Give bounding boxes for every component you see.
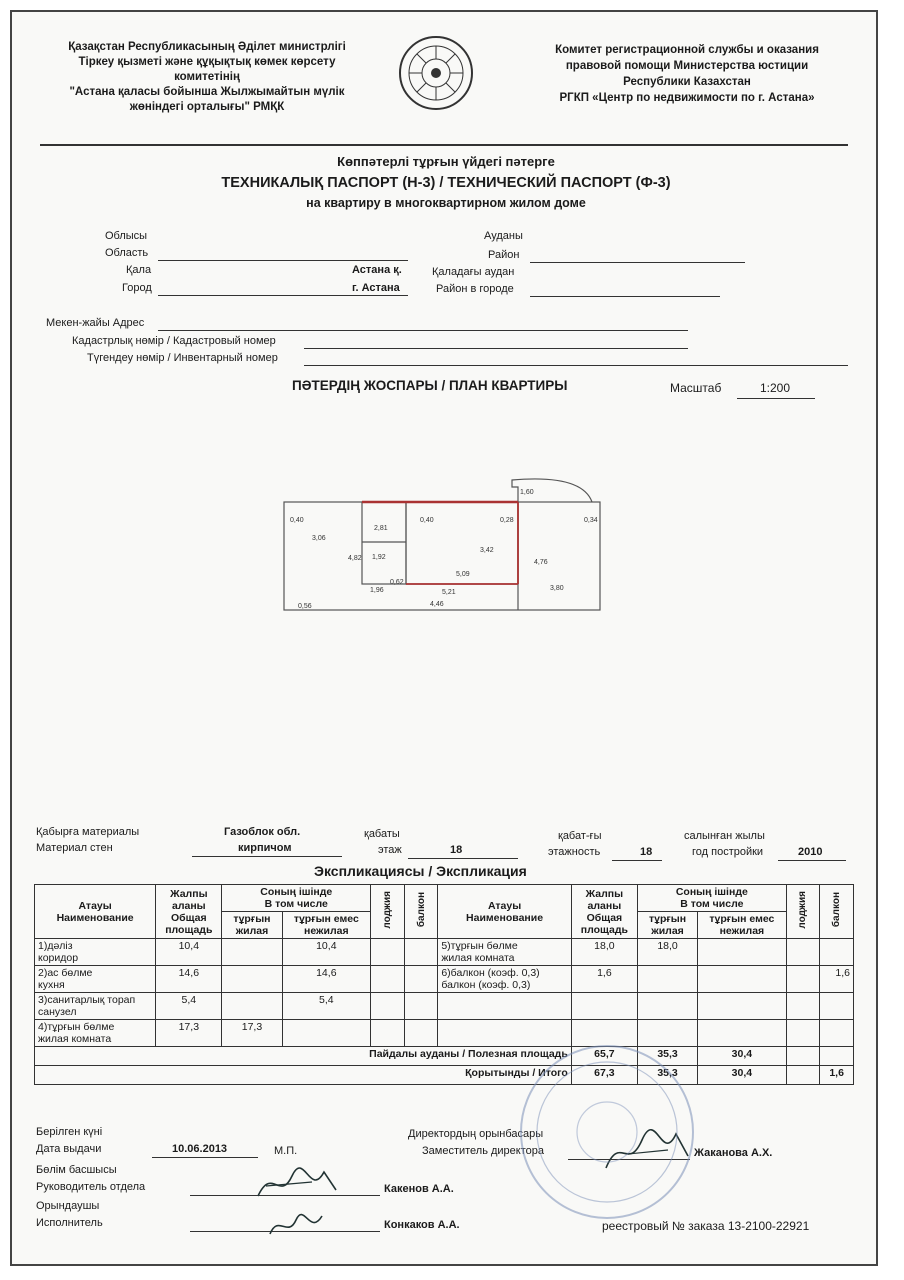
field-address-line bbox=[158, 330, 688, 331]
field-raion-line bbox=[530, 262, 745, 263]
table-row bbox=[35, 939, 854, 966]
plan-scale-value: 1:200 bbox=[760, 381, 791, 395]
plan-scale-label: Масштаб bbox=[670, 381, 722, 395]
col-total-header: Жалпы аланы Общая площадь bbox=[156, 885, 222, 939]
footer-exec-kz-label: Орындаушы bbox=[36, 1200, 100, 1212]
plan-title: ПӘТЕРДІҢ ЖОСПАРЫ / ПЛАН КВАРТИРЫ bbox=[292, 378, 568, 393]
row1-living-2: 18,0 bbox=[637, 939, 697, 966]
plan-dim-5: 0,62 bbox=[390, 579, 404, 586]
row3-name: 3)санитарлық торап санузел bbox=[35, 993, 156, 1020]
header-left-line-1: Қазақстан Республикасының Әділет министрлігі bbox=[68, 41, 346, 53]
row4-loggia-2 bbox=[786, 1020, 820, 1047]
useful-area-loggia bbox=[786, 1047, 820, 1066]
field-gorod-label: Город bbox=[122, 282, 152, 294]
material-floor-kz-label: қабаты bbox=[364, 828, 400, 840]
table-row bbox=[35, 1020, 854, 1047]
total-balcony: 1,6 bbox=[820, 1066, 854, 1085]
official-stamp-icon bbox=[517, 1042, 697, 1222]
plan-dim-11: 5,21 bbox=[442, 589, 456, 596]
field-oblast-label: Область bbox=[105, 247, 149, 259]
material-year-line bbox=[778, 860, 846, 861]
row2-balcony bbox=[404, 966, 438, 993]
material-floors-value: 18 bbox=[640, 846, 653, 858]
col-loggia-header bbox=[371, 885, 405, 939]
material-floor-line bbox=[408, 858, 518, 859]
plan-scale-line bbox=[737, 398, 815, 399]
material-year-kz-label: салынған жылы bbox=[684, 830, 765, 842]
row2-living bbox=[222, 966, 282, 993]
material-floors-ru-label: этажность bbox=[548, 846, 601, 858]
col-living-header: тұрғын жилая bbox=[222, 912, 282, 939]
plan-dim-17: 1,60 bbox=[520, 489, 534, 496]
footer-deputy-kz-label: Директордың орынбасары bbox=[408, 1128, 544, 1140]
field-cadastral-line bbox=[304, 348, 688, 349]
row2-total-2: 1,6 bbox=[571, 966, 637, 993]
signature-exec-icon bbox=[262, 1208, 332, 1242]
total-living: 35,3 bbox=[637, 1066, 697, 1085]
header-left-line-3: комитетінің bbox=[174, 71, 240, 83]
field-city-kz-value: Астана қ. bbox=[352, 264, 402, 276]
material-floor-value: 18 bbox=[450, 844, 463, 856]
col-loggia-header-2 bbox=[786, 885, 820, 939]
row4-living: 17,3 bbox=[222, 1020, 282, 1047]
row3-living bbox=[222, 993, 282, 1020]
total-label: Қорытынды / Итого bbox=[35, 1066, 572, 1085]
row3-total: 5,4 bbox=[156, 993, 222, 1020]
total-row bbox=[35, 1066, 854, 1085]
material-year-value: 2010 bbox=[798, 846, 823, 858]
plan-dim-1: 3,06 bbox=[312, 535, 326, 542]
row2-living-2 bbox=[637, 966, 697, 993]
footer-dept-ru-label: Руководитель отдела bbox=[36, 1181, 146, 1193]
row3-loggia bbox=[371, 993, 405, 1020]
total-loggia bbox=[786, 1066, 820, 1085]
header-divider bbox=[40, 144, 848, 146]
row2-nonliving: 14,6 bbox=[282, 966, 371, 993]
row1-total: 10,4 bbox=[156, 939, 222, 966]
col-loggia-header-2-text: лоджия bbox=[797, 891, 809, 929]
state-emblem-icon bbox=[397, 34, 475, 112]
row1-balcony bbox=[404, 939, 438, 966]
header-left-line-4: "Астана қаласы бойынша Жылжымайтын мүлік bbox=[69, 86, 345, 98]
plan-dim-7: 0,40 bbox=[420, 517, 434, 524]
footer-dept-name: Какенов А.А. bbox=[384, 1183, 454, 1195]
footer-issued-value: 10.06.2013 bbox=[172, 1143, 228, 1155]
field-inventory-label: Түгендеу нөмір / Инвентарный номер bbox=[87, 352, 278, 364]
material-wall-value-2: кирпичом bbox=[238, 842, 292, 854]
row2-nonliving-2 bbox=[698, 966, 787, 993]
useful-area-nonliving: 30,4 bbox=[698, 1047, 787, 1066]
row1-total-2: 18,0 bbox=[571, 939, 637, 966]
field-kala-audan-label: Қаладағы аудан bbox=[432, 266, 515, 278]
plan-dim-14: 3,80 bbox=[550, 585, 564, 592]
field-oblast-line bbox=[158, 260, 408, 261]
plan-dim-16: 0,56 bbox=[298, 603, 312, 610]
useful-area-living: 35,3 bbox=[637, 1047, 697, 1066]
header-right bbox=[522, 42, 852, 106]
footer-issued-ru-label: Дата выдачи bbox=[36, 1143, 102, 1155]
row4-balcony bbox=[404, 1020, 438, 1047]
row2-loggia bbox=[371, 966, 405, 993]
header-right-line-1: Комитет регистрационной службы и оказания bbox=[555, 44, 819, 56]
col-balcony-header-text: балкон bbox=[415, 892, 427, 928]
plan-dim-10: 5,09 bbox=[456, 571, 470, 578]
row4-loggia bbox=[371, 1020, 405, 1047]
document-page bbox=[10, 10, 878, 1266]
footer-deputy-ru-label: Заместитель директора bbox=[422, 1145, 544, 1157]
useful-area-total: 65,7 bbox=[571, 1047, 637, 1066]
row4-name: 4)тұрғын бөлме жилая комната bbox=[35, 1020, 156, 1047]
footer-exec-name: Конкаков А.А. bbox=[384, 1219, 460, 1231]
plan-dim-15: 0,34 bbox=[584, 517, 598, 524]
row3-balcony bbox=[404, 993, 438, 1020]
plan-dim-8: 0,28 bbox=[500, 517, 514, 524]
useful-area-row bbox=[35, 1047, 854, 1066]
field-address-label: Мекен-жайы Адрес bbox=[46, 317, 145, 329]
plan-dim-12: 4,46 bbox=[430, 601, 444, 608]
col-nonliving-header: тұрғын емес нежилая bbox=[282, 912, 371, 939]
row1-loggia-2 bbox=[786, 939, 820, 966]
footer-issued-kz-label: Берілген күні bbox=[36, 1126, 103, 1138]
row2-balcony-2: 1,6 bbox=[820, 966, 854, 993]
row1-nonliving-2 bbox=[698, 939, 787, 966]
row1-name-2: 5)тұрғын бөлме жилая комната bbox=[438, 939, 571, 966]
col-total-header-2: Жалпы аланы Общая площадь bbox=[571, 885, 637, 939]
material-wall-line bbox=[192, 856, 342, 857]
material-wall-kz-label: Қабырға материалы bbox=[36, 826, 140, 838]
row1-living bbox=[222, 939, 282, 966]
floor-plan-drawing bbox=[282, 472, 622, 632]
field-city-ru-value: г. Астана bbox=[352, 282, 400, 294]
col-balcony-header-2 bbox=[820, 885, 854, 939]
col-living-header-2: тұрғын жилая bbox=[637, 912, 697, 939]
header-right-line-2: правовой помощи Министерства юстиции bbox=[565, 60, 809, 72]
explication-table bbox=[34, 884, 854, 1085]
footer-dept-kz-label: Бөлім басшысы bbox=[36, 1164, 117, 1176]
row3-total-2 bbox=[571, 993, 637, 1020]
header-right-line-3: Республики Казахстан bbox=[623, 76, 751, 88]
total-nonliving: 30,4 bbox=[698, 1066, 787, 1085]
header-right-line-4: РГКП «Центр по недвижимости по г. Астана» bbox=[559, 92, 815, 104]
useful-area-label: Пайдалы ауданы / Полезная площадь bbox=[35, 1047, 572, 1066]
table-row bbox=[35, 993, 854, 1020]
col-name-header: Атауы Наименование bbox=[35, 885, 156, 939]
material-year-ru-label: год постройки bbox=[692, 846, 764, 858]
row1-balcony-2 bbox=[820, 939, 854, 966]
plan-dim-3: 2,81 bbox=[374, 525, 388, 532]
plan-dim-9: 3,42 bbox=[480, 547, 494, 554]
row4-nonliving bbox=[282, 1020, 371, 1047]
title-line-1: Көппәтерлі тұрғын үйдегі пәтерге bbox=[337, 154, 555, 169]
row4-total: 17,3 bbox=[156, 1020, 222, 1047]
field-raion-gorod-line bbox=[530, 296, 720, 297]
row1-name: 1)дәліз коридор bbox=[35, 939, 156, 966]
footer-issued-line bbox=[152, 1157, 258, 1158]
field-inventory-line bbox=[304, 365, 848, 366]
col-incl-header-2: Соның ішінде В том числе bbox=[637, 885, 786, 912]
field-audany-label: Ауданы bbox=[484, 230, 523, 242]
field-gorod-line bbox=[158, 295, 408, 296]
plan-dim-0: 0,40 bbox=[290, 517, 304, 524]
explication-title: Экспликациясы / Экспликация bbox=[314, 863, 527, 879]
table-row bbox=[35, 966, 854, 993]
material-floor-ru-label: этаж bbox=[378, 844, 402, 856]
field-cadastral-label: Кадастрлық нөмір / Кадастровый номер bbox=[72, 335, 276, 347]
useful-area-balcony bbox=[820, 1047, 854, 1066]
header-left bbox=[42, 40, 372, 115]
plan-dim-13: 4,76 bbox=[534, 559, 548, 566]
col-incl-header: Соның ішінде В том числе bbox=[222, 885, 371, 912]
material-wall-value-1: Газоблок обл. bbox=[224, 826, 301, 838]
header-left-line-5: жөніндегі орталығы" РМҚК bbox=[129, 101, 285, 113]
footer-mp-label: М.П. bbox=[274, 1145, 298, 1157]
col-name-header-2: Атауы Наименование bbox=[438, 885, 571, 939]
plan-dim-2: 4,82 bbox=[348, 555, 362, 562]
material-floors-kz-label: қабат-ғы bbox=[558, 830, 602, 842]
plan-room-bathroom bbox=[362, 502, 406, 584]
row4-nonliving-2 bbox=[698, 1020, 787, 1047]
header-left-line-2: Тіркеу қызметі және құқықтық көмек көрсету bbox=[78, 56, 336, 68]
row2-total: 14,6 bbox=[156, 966, 222, 993]
total-total: 67,3 bbox=[571, 1066, 637, 1085]
row1-nonliving: 10,4 bbox=[282, 939, 371, 966]
col-balcony-header-2-text: балкон bbox=[831, 892, 843, 928]
material-wall-ru-label: Материал стен bbox=[36, 842, 113, 854]
row3-name-2 bbox=[438, 993, 571, 1020]
row2-loggia-2 bbox=[786, 966, 820, 993]
title-line-3: на квартиру в многоквартирном жилом доме bbox=[306, 196, 586, 210]
title-line-2: ТЕХНИКАЛЫҚ ПАСПОРТ (Н-3) / ТЕХНИЧЕСКИЙ ПАСПОРТ (Ф-3) bbox=[221, 175, 671, 191]
footer-deputy-name: Жаканова А.Х. bbox=[694, 1147, 773, 1159]
row1-loggia bbox=[371, 939, 405, 966]
footer-exec-ru-label: Исполнитель bbox=[36, 1217, 103, 1229]
row2-name-2: 6)балкон (коэф. 0,3) балкон (коэф. 0,3) bbox=[438, 966, 571, 993]
col-loggia-header-text: лоджия bbox=[381, 891, 393, 929]
field-oblys-label: Облысы bbox=[105, 230, 148, 242]
row2-name: 2)ас бөлме кухня bbox=[35, 966, 156, 993]
col-balcony-header bbox=[404, 885, 438, 939]
row3-nonliving: 5,4 bbox=[282, 993, 371, 1020]
signature-dept-icon bbox=[252, 1162, 342, 1206]
field-raion-gorod-label: Район в городе bbox=[436, 283, 514, 295]
field-raion-label: Район bbox=[488, 249, 520, 261]
field-kala-label: Қала bbox=[126, 264, 152, 276]
row3-balcony-2 bbox=[820, 993, 854, 1020]
row4-balcony-2 bbox=[820, 1020, 854, 1047]
plan-dim-6: 1,96 bbox=[370, 587, 384, 594]
row3-nonliving-2 bbox=[698, 993, 787, 1020]
plan-dim-4: 1,92 bbox=[372, 554, 386, 561]
footer-order-number: реестровый № заказа 13-2100-22921 bbox=[602, 1219, 810, 1233]
col-nonliving-header-2: тұрғын емес нежилая bbox=[698, 912, 787, 939]
row3-loggia-2 bbox=[786, 993, 820, 1020]
row3-living-2 bbox=[637, 993, 697, 1020]
material-floors-line bbox=[612, 860, 662, 861]
